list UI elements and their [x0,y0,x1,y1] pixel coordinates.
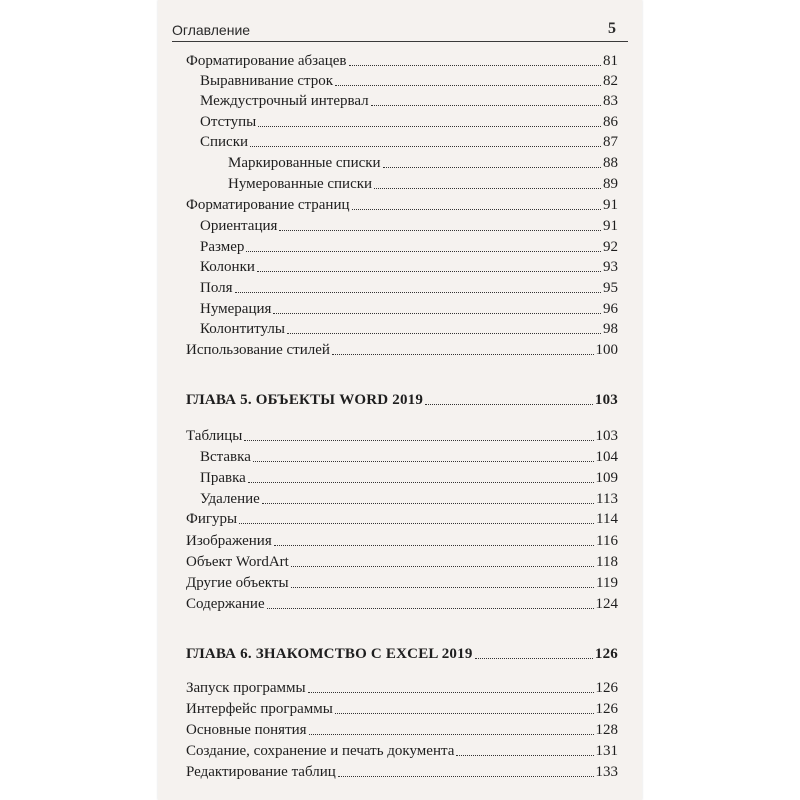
toc-entry-label: Редактирование таблиц [186,764,336,780]
toc-entry [186,236,618,256]
toc-entry-page: 128 [595,722,618,738]
dot-leader [309,734,594,735]
toc-entry [186,111,618,131]
toc-entry-page: 104 [595,449,618,465]
toc-entry [186,339,618,359]
toc-entry-page: 89 [603,176,618,192]
toc-entry-label: ГЛАВА 6. ЗНАКОМСТВО С EXCEL 2019 [186,646,473,662]
dot-leader [235,292,601,293]
toc-entry-label: Форматирование абзацев [186,53,347,69]
toc-entry-page: 95 [603,280,618,296]
toc-entry-label: Содержание [186,596,265,612]
toc-entry [186,425,618,445]
toc-entry [186,446,618,466]
dot-leader [246,251,601,252]
toc-entry [186,70,618,90]
toc-entry-label: Колонтитулы [200,321,285,337]
toc-entry-page: 131 [595,743,618,759]
toc-entry-label: Выравнивание строк [200,73,334,89]
toc-entry-page: 126 [594,646,618,662]
toc-entry-page: 92 [603,239,618,255]
dot-leader [262,503,594,504]
toc-entry-page: 113 [596,491,618,507]
dot-leader [291,587,595,588]
toc-entry-page: 114 [596,511,618,527]
dot-leader [291,566,594,567]
dot-leader [258,126,601,127]
toc-entry-page: 133 [595,764,618,780]
toc-entry [186,318,618,338]
toc-chapter-entry [186,389,618,409]
toc-entry-label: Удаление [200,491,260,507]
dot-leader [250,146,601,147]
toc-entry [186,698,618,718]
dot-leader [335,713,594,714]
toc-entry-page: 93 [603,259,618,275]
toc-entry-label: Ориентация [200,218,278,234]
toc-entry-page: 126 [595,680,618,696]
dot-leader [267,608,594,609]
toc-entry-label: Междустрочный интервал [200,93,369,109]
toc-entry-page: 100 [595,342,618,358]
toc-entry-label: Форматирование страниц [186,197,350,213]
toc-entry [186,508,618,528]
toc-entry [186,551,618,571]
dot-leader [244,440,593,441]
dot-leader [253,461,594,462]
toc-entry [186,90,618,110]
toc-entry [186,740,618,760]
toc-entry-label: Фигуры [186,511,238,527]
dot-leader [425,404,593,405]
toc-entry [186,488,618,508]
toc-entry-page: 96 [603,301,618,317]
toc-entry-label: ГЛАВА 5. ОБЪЕКТЫ WORD 2019 [186,392,424,408]
toc-entry-page: 118 [596,554,618,570]
dot-leader [374,188,601,189]
toc-entry [186,593,618,613]
dot-leader [349,65,601,66]
toc-entry-page: 81 [603,53,618,69]
toc-entry-page: 126 [595,701,618,717]
dot-leader [248,482,594,483]
toc-entry [186,572,618,592]
dot-leader [257,271,601,272]
toc-entry-page: 98 [603,321,618,337]
toc-entry [186,719,618,739]
dot-leader [456,755,593,756]
toc-entry-label: Маркированные списки [228,155,381,171]
toc-entry-page: 103 [594,392,618,408]
toc-entry-label: Колонки [200,259,255,275]
toc-entry-label: Списки [200,134,249,150]
toc-entry-page: 83 [603,93,618,109]
dot-leader [371,105,601,106]
toc-entry-label: Объект WordArt [186,554,289,570]
toc-entry-label: Вставка [200,449,251,465]
dot-leader [239,523,594,524]
book-page [158,0,642,800]
toc-entry-page: 91 [603,218,618,234]
toc-entry [186,467,618,487]
toc-entry [186,677,618,697]
toc-entry [186,50,618,70]
dot-leader [273,313,601,314]
toc-entry-label: Основные понятия [186,722,307,738]
page-header-title: Оглавление [172,22,251,38]
toc-entry-label: Интерфейс программы [186,701,333,717]
toc-entry-page: 116 [596,533,618,549]
dot-leader [335,85,601,86]
dot-leader [338,776,594,777]
toc-entry-label: Другие объекты [186,575,289,591]
toc-entry-label: Создание, сохранение и печать документа [186,743,455,759]
toc-entry-page: 109 [595,470,618,486]
toc-entry [186,256,618,276]
dot-leader [332,354,594,355]
toc-entry-label: Нумерованные списки [228,176,373,192]
toc-entry [186,530,618,550]
toc-entry-page: 82 [603,73,618,89]
toc-entry-page: 91 [603,197,618,213]
dot-leader [383,167,601,168]
page-header [172,14,628,42]
toc-entry-page: 87 [603,134,618,150]
toc-entry-page: 86 [603,114,618,130]
dot-leader [279,230,601,231]
toc-entry-page: 124 [595,596,618,612]
dot-leader [308,692,594,693]
toc-entry-page: 88 [603,155,618,171]
dot-leader [475,658,593,659]
toc-entry-label: Поля [200,280,233,296]
toc-entry-page: 103 [595,428,618,444]
toc-entry [186,215,618,235]
toc-entry-label: Правка [200,470,246,486]
toc-entry [186,152,618,172]
toc-entry [186,131,618,151]
toc-entry-label: Размер [200,239,245,255]
toc-entry-label: Нумерация [200,301,272,317]
dot-leader [287,333,601,334]
toc-entry [186,761,618,781]
page-number: 5 [608,20,616,37]
toc-chapter-entry [186,643,618,663]
toc-entry-label: Запуск программы [186,680,306,696]
toc-entry-page: 119 [596,575,618,591]
toc-entry-label: Использование стилей [186,342,330,358]
dot-leader [352,209,601,210]
toc-entry-label: Таблицы [186,428,243,444]
toc-entry [186,277,618,297]
toc-entry-label: Отступы [200,114,257,130]
dot-leader [274,545,594,546]
toc-entry-label: Изображения [186,533,272,549]
toc-entry [186,173,618,193]
toc-entry [186,194,618,214]
toc-entry [186,298,618,318]
